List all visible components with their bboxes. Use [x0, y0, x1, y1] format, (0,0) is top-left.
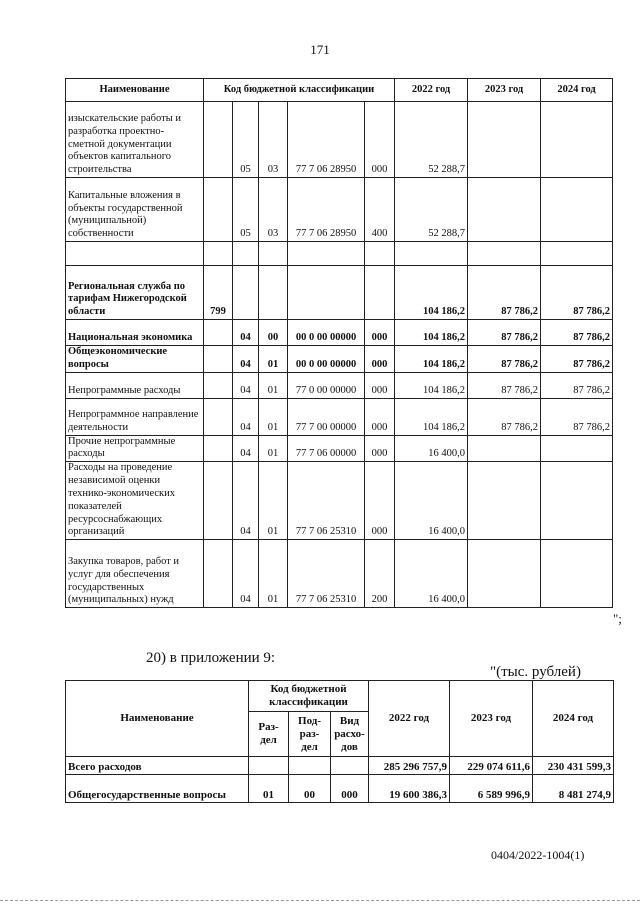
header-2023: 2023 год	[468, 79, 541, 102]
row-vedomstvo	[204, 242, 233, 266]
row-2022: 19 600 386,3	[369, 775, 450, 803]
row-vid: 000	[365, 346, 395, 373]
row-2023	[468, 102, 541, 178]
row-2023: 87 786,2	[468, 398, 541, 435]
units-label: "(тыс. рублей)	[490, 664, 581, 680]
row-name	[66, 242, 204, 266]
row-2024	[541, 462, 613, 540]
row-name: Национальная экономика	[66, 320, 204, 346]
table-row	[66, 540, 613, 608]
row-name: Общеэкономические вопросы	[66, 346, 204, 373]
bottom-divider	[0, 900, 640, 901]
table-row	[66, 178, 613, 242]
row-2023: 87 786,2	[468, 320, 541, 346]
header-podrazdel: Под- раз- дел	[289, 712, 331, 757]
row-vedomstvo	[204, 346, 233, 373]
row-2024: 87 786,2	[541, 398, 613, 435]
row-vid	[331, 757, 369, 775]
row-podrazdel: 01	[259, 346, 288, 373]
row-2024: 87 786,2	[541, 320, 613, 346]
table-row	[66, 346, 613, 373]
row-name: Капитальные вложения в объекты государственной (муниципальной) собственности	[66, 178, 204, 242]
table-row	[66, 757, 614, 775]
row-2022: 16 400,0	[395, 435, 468, 462]
row-csr: 77 7 06 28950	[288, 178, 365, 242]
row-vedomstvo	[204, 372, 233, 398]
row-podrazdel	[259, 242, 288, 266]
row-csr: 77 7 00 00000	[288, 398, 365, 435]
row-podrazdel: 01	[259, 372, 288, 398]
row-vid: 200	[365, 540, 395, 608]
row-razdel: 04	[233, 372, 259, 398]
row-2022: 52 288,7	[395, 102, 468, 178]
table-row	[66, 372, 613, 398]
row-2022	[395, 242, 468, 266]
row-name: Прочие непрограммные расходы	[66, 435, 204, 462]
row-vid: 000	[365, 372, 395, 398]
row-2022: 104 186,2	[395, 266, 468, 320]
row-razdel: 01	[249, 775, 289, 803]
row-vedomstvo	[204, 102, 233, 178]
table2-header-row-1	[66, 681, 614, 712]
table-row	[66, 242, 613, 266]
row-2023	[468, 242, 541, 266]
row-2023	[468, 435, 541, 462]
table1-header-row	[66, 79, 613, 102]
row-2023: 87 786,2	[468, 266, 541, 320]
row-2024: 87 786,2	[541, 372, 613, 398]
row-name: Региональная служба по тарифам Нижегородской области	[66, 266, 204, 320]
row-name: Непрограммные расходы	[66, 372, 204, 398]
row-2022: 104 186,2	[395, 320, 468, 346]
row-vid: 400	[365, 178, 395, 242]
row-2023: 87 786,2	[468, 346, 541, 373]
row-vedomstvo: 799	[204, 266, 233, 320]
row-vid	[365, 266, 395, 320]
row-2023	[468, 178, 541, 242]
row-2022: 104 186,2	[395, 372, 468, 398]
row-podrazdel: 01	[259, 435, 288, 462]
row-vid: 000	[331, 775, 369, 803]
row-2022: 104 186,2	[395, 346, 468, 373]
row-csr: 77 7 06 25310	[288, 462, 365, 540]
header-2024: 2024 год	[541, 79, 613, 102]
row-2024	[541, 102, 613, 178]
table-row	[66, 320, 613, 346]
row-razdel	[249, 757, 289, 775]
table-row	[66, 435, 613, 462]
row-2022: 16 400,0	[395, 462, 468, 540]
row-2023	[468, 540, 541, 608]
row-2024: 8 481 274,9	[533, 775, 614, 803]
row-2024	[541, 242, 613, 266]
header-name: Наименование	[66, 79, 204, 102]
row-razdel: 04	[233, 346, 259, 373]
row-csr: 00 0 00 00000	[288, 346, 365, 373]
header-2022: 2022 год	[395, 79, 468, 102]
table-row	[66, 462, 613, 540]
row-razdel	[233, 266, 259, 320]
row-podrazdel	[289, 757, 331, 775]
row-2023: 6 589 996,9	[450, 775, 533, 803]
row-razdel: 05	[233, 178, 259, 242]
row-podrazdel: 00	[259, 320, 288, 346]
row-2024: 230 431 599,3	[533, 757, 614, 775]
row-2024: 87 786,2	[541, 266, 613, 320]
row-2023: 87 786,2	[468, 372, 541, 398]
row-2022: 16 400,0	[395, 540, 468, 608]
closing-mark: ";	[613, 611, 622, 626]
row-name: Всего расходов	[66, 757, 249, 775]
row-razdel: 04	[233, 398, 259, 435]
row-podrazdel: 03	[259, 102, 288, 178]
row-vid: 000	[365, 435, 395, 462]
row-razdel: 04	[233, 540, 259, 608]
row-2024	[541, 178, 613, 242]
row-csr: 00 0 00 00000	[288, 320, 365, 346]
table-row	[66, 266, 613, 320]
row-2023	[468, 462, 541, 540]
row-vid: 000	[365, 102, 395, 178]
header-code: Код бюджетной классификации	[204, 79, 395, 102]
row-csr: 77 7 06 25310	[288, 540, 365, 608]
row-2024: 87 786,2	[541, 346, 613, 373]
row-name: Закупка товаров, работ и услуг для обеспечения государственных (муниципальных) нужд	[66, 540, 204, 608]
row-2024	[541, 540, 613, 608]
header-vid: Вид расхо- дов	[331, 712, 369, 757]
row-razdel: 04	[233, 462, 259, 540]
row-csr	[288, 266, 365, 320]
row-razdel: 05	[233, 102, 259, 178]
row-podrazdel: 01	[259, 540, 288, 608]
row-2022: 104 186,2	[395, 398, 468, 435]
row-vid: 000	[365, 320, 395, 346]
table-row	[66, 398, 613, 435]
row-podrazdel	[259, 266, 288, 320]
row-2023: 229 074 611,6	[450, 757, 533, 775]
row-2022: 285 296 757,9	[369, 757, 450, 775]
header-2022: 2022 год	[369, 681, 450, 757]
row-name: изыскательские работы и разработка проектно-сметной документации объектов капитального строительства	[66, 102, 204, 178]
row-name: Расходы на проведение независимой оценки технико-экономических показателей ресурсоснабжающих организаций	[66, 462, 204, 540]
table-row	[66, 775, 614, 803]
row-podrazdel: 01	[259, 398, 288, 435]
header-code: Код бюджетной классификации	[249, 681, 369, 712]
row-csr: 77 7 06 28950	[288, 102, 365, 178]
row-csr: 77 0 00 00000	[288, 372, 365, 398]
row-name: Непрограммное направление деятельности	[66, 398, 204, 435]
row-vid	[365, 242, 395, 266]
row-razdel: 04	[233, 435, 259, 462]
row-csr	[288, 242, 365, 266]
row-vid: 000	[365, 462, 395, 540]
header-2024: 2024 год	[533, 681, 614, 757]
table-row	[66, 102, 613, 178]
row-vedomstvo	[204, 435, 233, 462]
row-2022: 52 288,7	[395, 178, 468, 242]
row-razdel: 04	[233, 320, 259, 346]
row-vid: 000	[365, 398, 395, 435]
section-intro: 20) в приложении 9:	[146, 650, 276, 666]
budget-table-appendix-9	[65, 680, 614, 803]
row-razdel	[233, 242, 259, 266]
row-podrazdel: 01	[259, 462, 288, 540]
row-vedomstvo	[204, 320, 233, 346]
row-vedomstvo	[204, 540, 233, 608]
header-razdel: Раз- дел	[249, 712, 289, 757]
row-csr: 77 7 06 00000	[288, 435, 365, 462]
row-vedomstvo	[204, 462, 233, 540]
row-podrazdel: 03	[259, 178, 288, 242]
header-2023: 2023 год	[450, 681, 533, 757]
row-2024	[541, 435, 613, 462]
row-vedomstvo	[204, 178, 233, 242]
header-name: Наименование	[66, 681, 249, 757]
budget-table-appendix-8	[65, 78, 613, 608]
row-podrazdel: 00	[289, 775, 331, 803]
row-name: Общегосударственные вопросы	[66, 775, 249, 803]
document-code: 0404/2022-1004(1)	[491, 848, 585, 862]
page-number: 171	[310, 42, 330, 57]
row-vedomstvo	[204, 398, 233, 435]
